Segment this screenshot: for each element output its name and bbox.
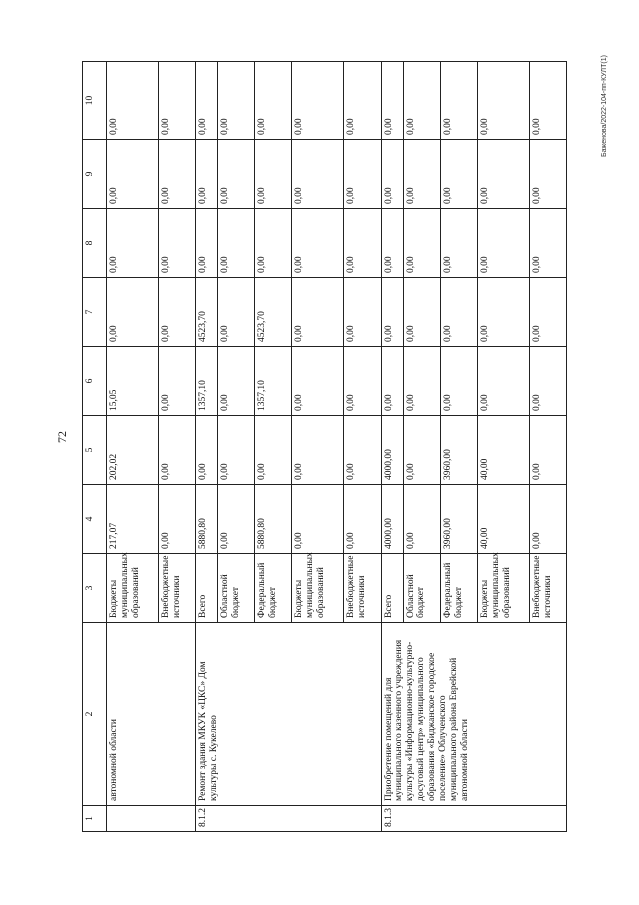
value-cell: 0,00 bbox=[529, 485, 566, 554]
value-cell: 5880,80 bbox=[196, 485, 218, 554]
value-cell: 0,00 bbox=[159, 416, 196, 485]
item-code bbox=[107, 806, 196, 832]
value-cell: 0,00 bbox=[107, 140, 159, 209]
item-name: Приобретение помещений для муниципального казенного учреждения культуры «Информационно-культурно-досуговый центр» муниципального образования «Биджанское городское поселение» Облученского муниципального района Еврейской автономной области bbox=[381, 623, 566, 806]
value-cell: 0,00 bbox=[292, 62, 344, 140]
value-cell: 0,00 bbox=[218, 62, 255, 140]
value-cell: 0,00 bbox=[107, 278, 159, 347]
value-cell: 0,00 bbox=[529, 416, 566, 485]
value-cell: 0,00 bbox=[440, 209, 477, 278]
value-cell: 3960,00 bbox=[440, 416, 477, 485]
source-cell: Бюджеты муниципальных образований bbox=[477, 554, 529, 623]
value-cell: 0,00 bbox=[107, 62, 159, 140]
item-code: 8.1.3 bbox=[381, 806, 566, 832]
value-cell: 0,00 bbox=[477, 278, 529, 347]
source-cell: Областной бюджет bbox=[218, 554, 255, 623]
value-cell: 217,07 bbox=[107, 485, 159, 554]
source-cell: Федеральный бюджет bbox=[440, 554, 477, 623]
value-cell: 0,00 bbox=[403, 485, 440, 554]
header-cell: 5 bbox=[83, 416, 107, 485]
value-cell: 15,05 bbox=[107, 347, 159, 416]
source-cell: Бюджеты муниципальных образований bbox=[292, 554, 344, 623]
table-row bbox=[196, 62, 218, 832]
header-cell: 10 bbox=[83, 62, 107, 140]
value-cell: 0,00 bbox=[440, 278, 477, 347]
header-cell: 8 bbox=[83, 209, 107, 278]
value-cell: 4523,70 bbox=[196, 278, 218, 347]
value-cell: 0,00 bbox=[344, 62, 381, 140]
value-cell: 0,00 bbox=[196, 62, 218, 140]
value-cell: 0,00 bbox=[218, 278, 255, 347]
value-cell: 5880,80 bbox=[255, 485, 292, 554]
value-cell: 0,00 bbox=[381, 140, 403, 209]
source-cell: Внебюджетные источники bbox=[344, 554, 381, 623]
value-cell: 0,00 bbox=[440, 62, 477, 140]
value-cell: 0,00 bbox=[292, 278, 344, 347]
value-cell: 0,00 bbox=[440, 347, 477, 416]
value-cell: 0,00 bbox=[255, 209, 292, 278]
source-cell: Бюджеты муниципальных образований bbox=[107, 554, 159, 623]
value-cell: 202,02 bbox=[107, 416, 159, 485]
page-number: 72 bbox=[55, 431, 69, 443]
value-cell: 0,00 bbox=[403, 347, 440, 416]
table-row bbox=[107, 62, 159, 832]
item-name: автономной области bbox=[107, 623, 196, 806]
value-cell: 0,00 bbox=[403, 140, 440, 209]
header-cell: 3 bbox=[83, 554, 107, 623]
header-row bbox=[83, 62, 107, 832]
source-cell: Областной бюджет bbox=[403, 554, 440, 623]
value-cell: 4000,00 bbox=[381, 416, 403, 485]
value-cell: 0,00 bbox=[529, 62, 566, 140]
value-cell: 0,00 bbox=[529, 347, 566, 416]
value-cell: 0,00 bbox=[218, 416, 255, 485]
header-cell: 2 bbox=[83, 623, 107, 806]
value-cell: 0,00 bbox=[196, 209, 218, 278]
value-cell: 0,00 bbox=[292, 485, 344, 554]
value-cell: 0,00 bbox=[477, 140, 529, 209]
value-cell: 0,00 bbox=[344, 140, 381, 209]
value-cell: 0,00 bbox=[159, 347, 196, 416]
value-cell: 0,00 bbox=[107, 209, 159, 278]
value-cell: 0,00 bbox=[529, 209, 566, 278]
value-cell: 4523,70 bbox=[255, 278, 292, 347]
value-cell: 0,00 bbox=[159, 485, 196, 554]
value-cell: 0,00 bbox=[344, 485, 381, 554]
value-cell: 0,00 bbox=[381, 62, 403, 140]
source-cell: Внебюджетные источники bbox=[159, 554, 196, 623]
header-cell: 9 bbox=[83, 140, 107, 209]
header-cell: 4 bbox=[83, 485, 107, 554]
value-cell: 0,00 bbox=[255, 62, 292, 140]
rotated-table-container bbox=[82, 62, 567, 832]
value-cell: 0,00 bbox=[159, 209, 196, 278]
value-cell: 0,00 bbox=[529, 140, 566, 209]
value-cell: 0,00 bbox=[159, 278, 196, 347]
value-cell: 0,00 bbox=[403, 416, 440, 485]
value-cell: 0,00 bbox=[403, 62, 440, 140]
value-cell: 0,00 bbox=[218, 347, 255, 416]
value-cell: 0,00 bbox=[292, 416, 344, 485]
value-cell: 0,00 bbox=[344, 347, 381, 416]
value-cell: 0,00 bbox=[196, 416, 218, 485]
value-cell: 0,00 bbox=[381, 278, 403, 347]
value-cell: 1357,10 bbox=[255, 347, 292, 416]
source-cell: Федеральный бюджет bbox=[255, 554, 292, 623]
value-cell: 40,00 bbox=[477, 416, 529, 485]
header-cell: 6 bbox=[83, 347, 107, 416]
value-cell: 1357,10 bbox=[196, 347, 218, 416]
value-cell: 0,00 bbox=[403, 278, 440, 347]
header-cell: 7 bbox=[83, 278, 107, 347]
value-cell: 0,00 bbox=[381, 209, 403, 278]
value-cell: 0,00 bbox=[292, 209, 344, 278]
table-row bbox=[381, 62, 403, 832]
budget-table bbox=[82, 61, 567, 832]
footer-code-text: Баженова/2022-104-пп-КУЛТ(1) bbox=[601, 55, 608, 157]
value-cell: 0,00 bbox=[218, 209, 255, 278]
item-code: 8.1.2 bbox=[196, 806, 381, 832]
value-cell: 0,00 bbox=[344, 416, 381, 485]
value-cell: 0,00 bbox=[403, 209, 440, 278]
value-cell: 3960,00 bbox=[440, 485, 477, 554]
value-cell: 0,00 bbox=[292, 347, 344, 416]
value-cell: 0,00 bbox=[196, 140, 218, 209]
source-cell: Всего bbox=[196, 554, 218, 623]
value-cell: 0,00 bbox=[381, 347, 403, 416]
value-cell: 40,00 bbox=[477, 485, 529, 554]
value-cell: 0,00 bbox=[477, 62, 529, 140]
source-cell: Всего bbox=[381, 554, 403, 623]
value-cell: 0,00 bbox=[255, 416, 292, 485]
source-cell: Внебюджетные источники bbox=[529, 554, 566, 623]
value-cell: 0,00 bbox=[218, 485, 255, 554]
value-cell: 0,00 bbox=[440, 140, 477, 209]
value-cell: 0,00 bbox=[159, 140, 196, 209]
header-cell: 1 bbox=[83, 806, 107, 832]
value-cell: 0,00 bbox=[159, 62, 196, 140]
value-cell: 0,00 bbox=[344, 278, 381, 347]
value-cell: 0,00 bbox=[477, 209, 529, 278]
item-name: Ремонт здания МКУК «ЦКС» Дом культуры с. Кукелево bbox=[196, 623, 381, 806]
value-cell: 4000,00 bbox=[381, 485, 403, 554]
value-cell: 0,00 bbox=[529, 278, 566, 347]
value-cell: 0,00 bbox=[477, 347, 529, 416]
value-cell: 0,00 bbox=[292, 140, 344, 209]
value-cell: 0,00 bbox=[255, 140, 292, 209]
value-cell: 0,00 bbox=[344, 209, 381, 278]
value-cell: 0,00 bbox=[218, 140, 255, 209]
